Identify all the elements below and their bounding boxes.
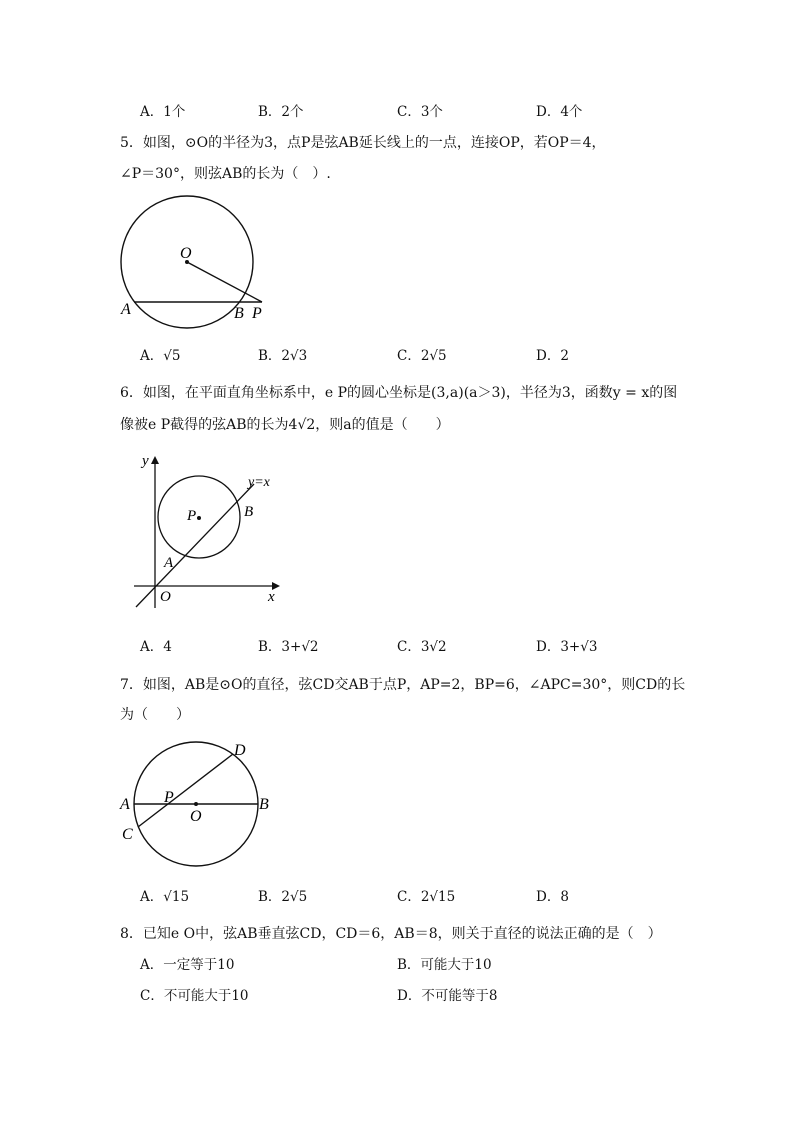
q5-figure bbox=[110, 190, 280, 330]
q7-option-c: C．2√15 bbox=[397, 889, 456, 905]
q7-stem-line1: 7．如图，AB是⊙O的直径，弦CD交AB于点P，AP=2，BP=6，∠APC=30°，则CD的长 bbox=[120, 677, 686, 693]
q4-option-d: D．4个 bbox=[536, 104, 583, 120]
q6-option-c: C．3√2 bbox=[397, 639, 447, 655]
q7-label-c: C bbox=[122, 826, 133, 843]
q5-stem-line2: ∠P＝30°，则弦AB的长为（ ）. bbox=[120, 166, 331, 182]
q4-option-b: B．2个 bbox=[258, 104, 304, 120]
q7-center-dot bbox=[194, 802, 198, 806]
q5-label-a: A bbox=[121, 301, 131, 318]
q7-chord-cd bbox=[138, 754, 233, 827]
q7-label-o: O bbox=[190, 808, 202, 825]
q6-option-d: D．3+√3 bbox=[536, 639, 598, 655]
q6-point-p bbox=[197, 516, 201, 520]
q8-stem-line1: 8．已知e O中，弦AB垂直弦CD，CD＝6，AB＝8，则关于直径的说法正确的是（ ） bbox=[120, 926, 662, 942]
q5-option-a: A．√5 bbox=[140, 348, 181, 364]
q6-stem-line2: 像被e P截得的弦AB的长为4√2，则a的值是（ ） bbox=[120, 417, 450, 433]
q7-option-a: A．√15 bbox=[140, 889, 190, 905]
q6-label-y: y bbox=[142, 453, 149, 469]
q7-label-b: B bbox=[259, 796, 269, 813]
q7-option-d: D．8 bbox=[536, 889, 569, 905]
q5-label-b: B bbox=[234, 305, 244, 322]
q7-stem-line2: 为（ ） bbox=[120, 707, 190, 723]
q5-stem-line1: 5．如图，⊙O的半径为3，点P是弦AB延长线上的一点，连接OP，若OP＝4， bbox=[120, 135, 606, 151]
q8-option-b: B．可能大于10 bbox=[397, 957, 492, 973]
q5-option-d: D．2 bbox=[536, 348, 569, 364]
q6-label-o: O bbox=[160, 589, 171, 605]
q7-figure bbox=[115, 735, 285, 875]
q6-option-a: A．4 bbox=[140, 639, 172, 655]
q6-option-b: B．3+√2 bbox=[258, 639, 319, 655]
q5-label-o: O bbox=[180, 245, 192, 262]
q6-label-a: A bbox=[164, 555, 174, 571]
q4-option-a: A．1个 bbox=[140, 104, 186, 120]
q8-option-a: A．一定等于10 bbox=[140, 957, 235, 973]
q6-figure bbox=[130, 450, 290, 615]
q6-label-b: B bbox=[244, 504, 254, 520]
q6-label-line: y=x bbox=[248, 475, 270, 490]
q5-option-c: C．2√5 bbox=[397, 348, 447, 364]
q6-stem-line1: 6．如图，在平面直角坐标系中，e P的圆心坐标是(3,a)(a＞3)，半径为3，函数y = x的图 bbox=[120, 385, 678, 401]
q5-segment-op bbox=[187, 262, 262, 302]
q5-label-p: P bbox=[252, 305, 262, 322]
q7-label-p: P bbox=[164, 789, 174, 806]
q6-label-x: x bbox=[268, 589, 275, 605]
q5-option-b: B．2√3 bbox=[258, 348, 308, 364]
q8-option-d: D．不可能等于8 bbox=[397, 988, 498, 1004]
q4-option-c: C．3个 bbox=[397, 104, 443, 120]
q8-option-c: C．不可能大于10 bbox=[140, 988, 249, 1004]
q6-y-axis-arrow bbox=[151, 456, 159, 464]
q7-option-b: B．2√5 bbox=[258, 889, 308, 905]
q6-line-y-equals-x bbox=[136, 484, 254, 607]
q7-label-d: D bbox=[234, 742, 246, 759]
q6-label-p: P bbox=[187, 508, 197, 524]
q7-label-a: A bbox=[120, 796, 130, 813]
